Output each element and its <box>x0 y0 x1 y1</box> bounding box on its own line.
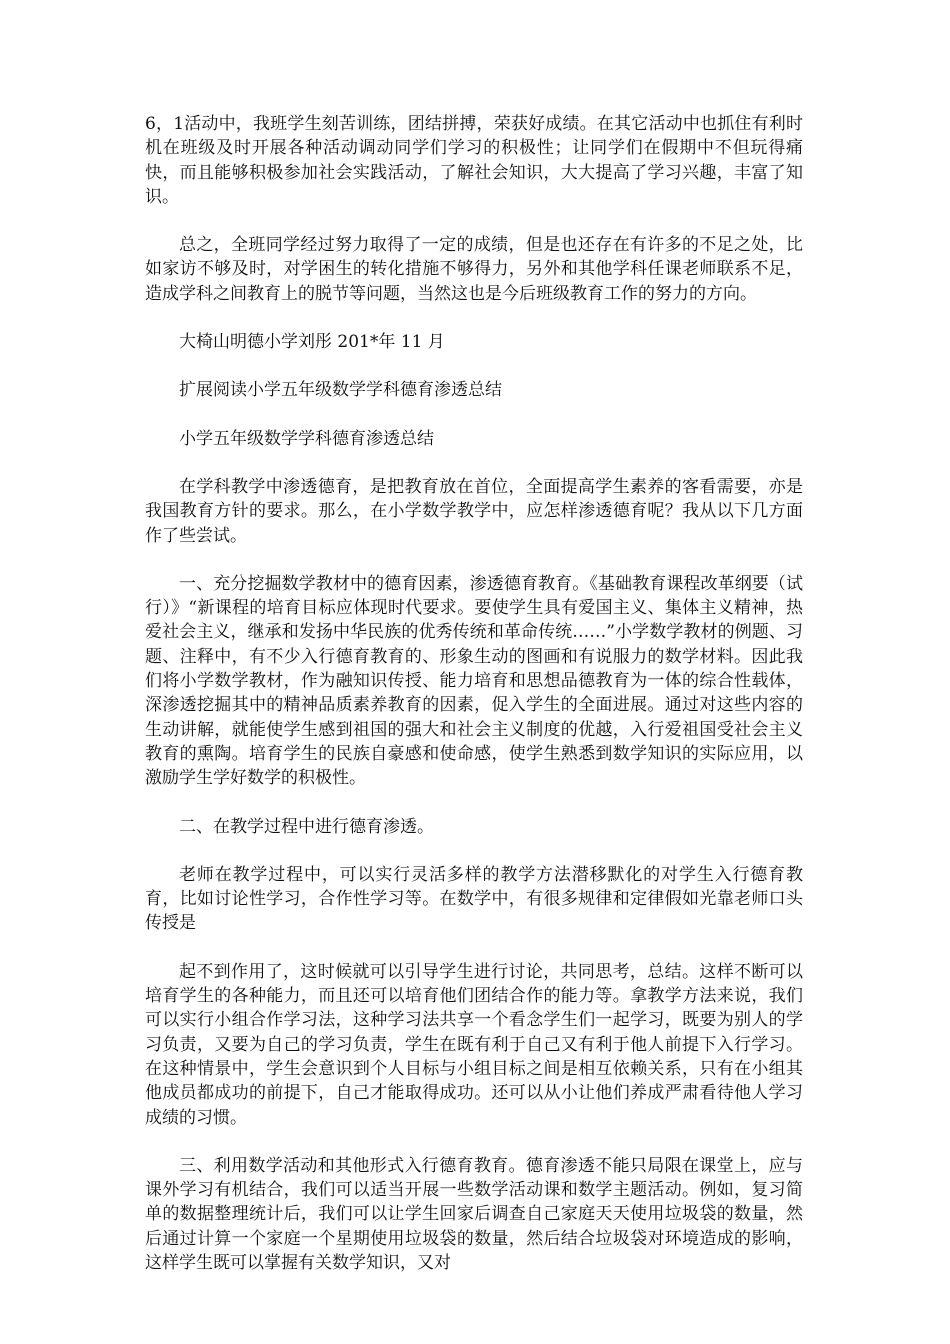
paragraph-point-two-heading: 二、在教学过程中进行德育渗透。 <box>179 816 434 837</box>
paragraph-point-one: 一、充分挖掘数学教材中的德育因素，渗透德育教育。《基础教育课程改革纲要（试行）》“新课程的培育目标应体现时代要求。要使学生具有爱国主义、集体主义精神，热爱社会主义，继承和发扬中华民族的优秀传统和革命传统……”小学数学教材的例题、习题、注释中，有不少入行德育教育的、形象生动的图画和有说服力的数学材料。因此我们将小学数学教材，作为融知识传授、能力培育和思想品德教育为一体的综合性载体，深渗透挖掘其中的精神品质素养教育的因素，促入学生的全面进展。通过对这些内容的生动讲解，就能使学生感到祖国的强大和社会主义制度的优越，入行爱祖国受社会主义教育的熏陶。培育学生的民族自豪感和使命感，使学生熟悉到数学知识的实际应用，以激励学生学好数学的积极性。 <box>145 573 803 789</box>
paragraph-section-title: 小学五年级数学学科德育渗透总结 <box>179 428 434 449</box>
paragraph-teaching-methods: 老师在教学过程中，可以实行灵活多样的教学方法潜移默化的对学生入行德育教育，比如讨论性学习，合作性学习等。在数学中，有很多规律和定律假如光靠老师口头传授是 <box>145 864 803 934</box>
paragraph-group-learning: 起不到作用了，这时候就可以引导学生进行讨论，共同思考，总结。这样不断可以培育学生的各种能力，而且还可以培育他们团结合作的能力等。拿教学方法来说，我们可以实行小组合作学习法，这种学习法共享一个看念学生们一起学习，既要为别人的学习负责，又要为自己的学习负责，学生在既有利于自己又有利于他人前提下入行学习。在这种情景中，学生会意识到个人目标与小组目标之间是相互依赖关系，只有在小组其他成员都成功的前提下，自己才能取得成功。还可以从小让他们养成严肃看待他人学习成绩的习惯。 <box>145 961 803 1128</box>
paragraph-summary: 总之，全班同学经过努力取得了一定的成绩，但是也还存在有许多的不足之处，比如家访不够及时，对学困生的转化措施不够得力，另外和其他学科任课老师联系不足，造成学科之间教育上的脱节等问题，当然这也是今后班级教育工作的努力的方向。 <box>145 235 803 304</box>
paragraph-intro: 在学科教学中渗透德育，是把教育放在首位，全面提高学生素养的客看需要，亦是我国教育方针的要求。那么，在小学数学教学中，应怎样渗透德育呢？我从以下几方面作了些尝试。 <box>145 476 803 546</box>
document-page <box>145 112 803 1299</box>
paragraph-activity-results: 6，1活动中，我班学生刻苦训练，团结拼搏，荣获好成绩。在其它活动中也抓住有利时机在班级及时开展各种活动调动同学们学习的积极性；让同学们在假期中不但玩得痛快，而且能够积极参加社会实践活动，了解社会知识，大大提高了学习兴趣，丰富了知识。 <box>145 114 803 207</box>
paragraph-extended-reading: 扩展阅读小学五年级数学学科德育渗透总结 <box>179 380 502 401</box>
paragraph-point-three: 三、利用数学活动和其他形式入行德育教育。德育渗透不能只局限在课堂上，应与课外学习有机结合，我们可以适当开展一些数学活动课和数学主题活动。例如，复习简单的数据整理统计后，我们可以让学生回家后调查自己家庭天天使用垃圾袋的数量，然后通过计算一个家庭一个星期使用垃圾袋的数量，然后结合垃圾袋对环境造成的影响，这样学生既可以掌握有关数学知识，又对 <box>145 1155 803 1273</box>
paragraph-signature: 大椅山明德小学刘彤 201*年 11 月 <box>179 332 445 353</box>
